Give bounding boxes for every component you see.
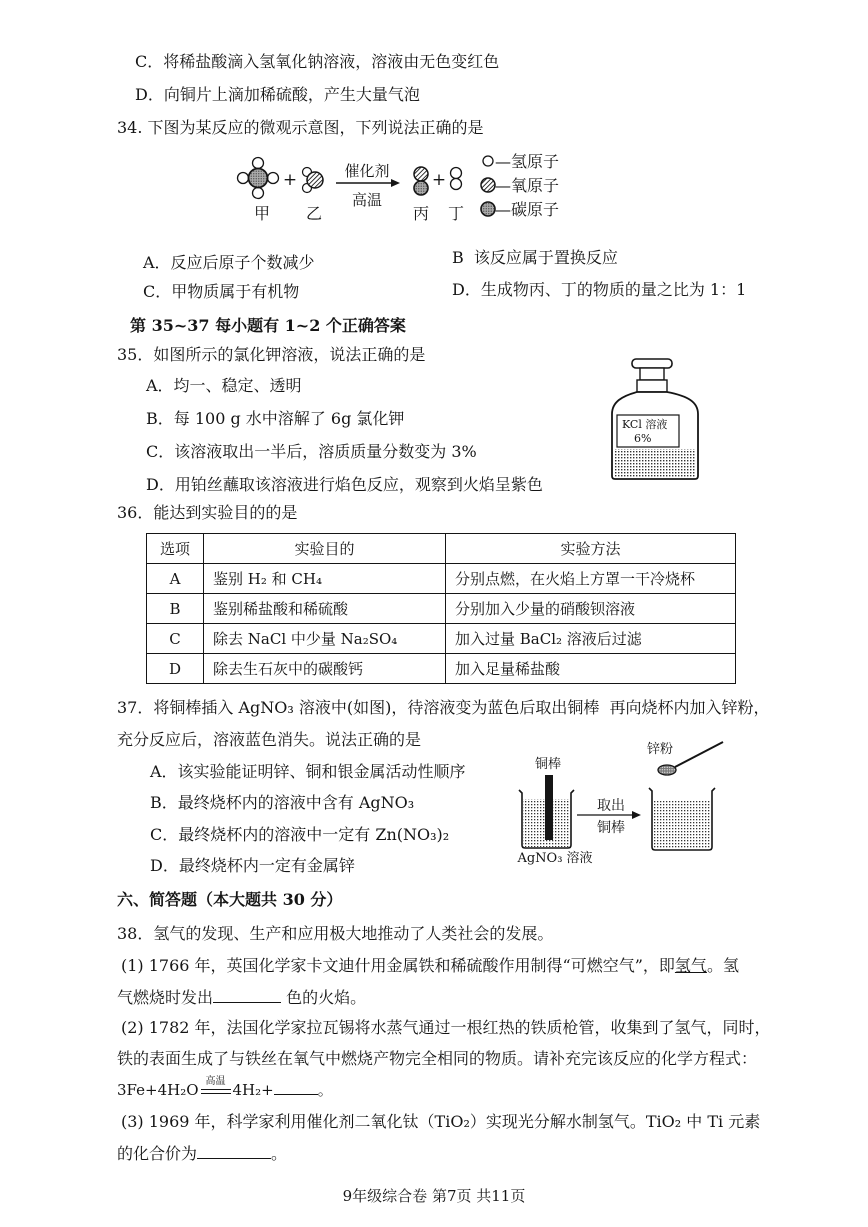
bottle-label-concentration: 6% xyxy=(634,432,652,445)
hydrogen-atom-icon xyxy=(253,188,264,199)
equation-reactants: 3Fe+4H₂O xyxy=(117,1081,199,1099)
table-cell: 鉴别 H₂ 和 CH₄ xyxy=(204,564,446,594)
label-ding: 丁 xyxy=(447,204,465,223)
hydrogen-atom-icon xyxy=(238,173,249,184)
table-cell: 加入足量稀盐酸 xyxy=(446,654,736,684)
q37-stem-line1: 37．将铜棒插入 AgNO₃ 溶液中(如图)，待溶液变为蓝色后取出铜棒 再向烧杯内加入锌粉， xyxy=(117,698,770,717)
q35-option-a: A．均一、稳定、透明 xyxy=(146,376,302,395)
q34-option-b: B 该反应属于置换反应 xyxy=(452,248,618,267)
table-cell: 除去生石灰中的碳酸钙 xyxy=(204,654,446,684)
table-cell: C xyxy=(147,624,204,654)
q37-option-d: D．最终烧杯内一定有金属锌 xyxy=(150,856,355,875)
q38-part1-text-end: 。氢 xyxy=(706,956,739,975)
header-purpose: 实验目的 xyxy=(204,534,446,564)
q33-option-c: C．将稀盐酸滴入氢氧化钠溶液，溶液由无色变红色 xyxy=(135,52,500,71)
table-cell: 分别点燃，在火焰上方罩一干冷烧杯 xyxy=(446,564,736,594)
q36-stem: 36．能达到实验目的的是 xyxy=(117,503,298,522)
q38-part1-line2-text: 气燃烧时发出 xyxy=(117,988,214,1007)
q38-part2-line2: 铁的表面生成了与铁丝在氧气中燃烧产物完全相同的物质。请补充完该反应的化学方程式： xyxy=(117,1049,758,1068)
q38-part1-line1 xyxy=(121,956,739,976)
step-label-bottom: 铜棒 xyxy=(597,820,625,836)
q35-option-d: D．用铂丝蘸取该溶液进行焰色反应，观察到火焰呈紫色 xyxy=(146,475,543,494)
q38-part3-line2-text: 的化合价为 xyxy=(117,1144,198,1163)
q38-stem: 38．氢气的发现、生产和应用极大地推动了人类社会的发展。 xyxy=(117,924,554,943)
step-label-top: 取出 xyxy=(597,798,625,814)
table-cell: 鉴别稀盐酸和稀硫酸 xyxy=(204,594,446,624)
equation-products: 4H₂+ xyxy=(232,1081,274,1099)
q37-option-b: B．最终烧杯内的溶液中含有 AgNO₃ xyxy=(150,793,415,812)
answer-blank xyxy=(197,1143,271,1159)
carbon-monoxide-molecule xyxy=(414,167,428,195)
plus-sign: + xyxy=(431,170,447,190)
reaction-micro-diagram xyxy=(230,145,600,230)
q38-equation xyxy=(117,1076,333,1103)
reagent-bottle-icon xyxy=(600,352,710,484)
q33-option-d: D．向铜片上滴加稀硫酸，产生大量气泡 xyxy=(135,85,420,104)
table-cell: 分别加入少量的硝酸钡溶液 xyxy=(446,594,736,624)
q38-part3-line2 xyxy=(117,1143,287,1164)
q38-part1-underlined: 氢气 xyxy=(674,956,707,975)
legend-carbon-label: —碳原子 xyxy=(495,200,560,219)
oxygen-atom-icon xyxy=(307,172,323,188)
section-six-title: 六、简答题（本大题共 30 分） xyxy=(117,890,343,909)
q35-option-b: B．每 100 g 水中溶解了 6g 氯化钾 xyxy=(146,409,405,428)
water-molecule xyxy=(303,168,324,193)
plus-sign: + xyxy=(282,170,298,190)
condition-catalyst: 催化剂 xyxy=(344,162,390,180)
spoon-handle xyxy=(675,742,723,767)
legend-oxygen-label: —氧原子 xyxy=(495,176,560,195)
step-arrow xyxy=(577,798,641,836)
table-row xyxy=(147,624,736,654)
table-cell: B xyxy=(147,594,204,624)
label-bing: 丙 xyxy=(412,204,430,223)
hydrogen-atom-icon xyxy=(451,168,462,179)
oxygen-atom-icon xyxy=(481,178,495,192)
equation-condition-text: 高温 xyxy=(205,1076,226,1087)
spoon-bowl xyxy=(658,765,676,775)
zinc-powder-label: 锌粉 xyxy=(646,742,674,757)
q34-option-d: D．生成物丙、丁的物质的量之比为 1：1 xyxy=(452,280,747,299)
q37-option-a: A．该实验能证明锌、铜和银金属活动性顺序 xyxy=(150,762,466,781)
q34-stem: 34. 下图为某反应的微观示意图，下列说法正确的是 xyxy=(117,118,484,137)
arrow-head-icon xyxy=(391,179,400,187)
equation-equals-sign xyxy=(201,1089,231,1094)
answer-blank xyxy=(274,1079,318,1095)
atom-legend xyxy=(481,152,559,219)
hydrogen-atom-icon xyxy=(483,156,493,166)
q37-stem-line2: 充分反应后，溶液蓝色消失。说法正确的是 xyxy=(117,730,422,749)
answer-blank xyxy=(213,987,281,1003)
beaker-liquid xyxy=(653,800,711,849)
table-cell: A xyxy=(147,564,204,594)
table-cell: D xyxy=(147,654,204,684)
table-header-row xyxy=(147,534,736,564)
bottle-liquid xyxy=(614,449,696,477)
q34-option-c: C．甲物质属于有机物 xyxy=(143,282,300,301)
table-row xyxy=(147,564,736,594)
equation-end: 。 xyxy=(317,1081,333,1099)
header-method: 实验方法 xyxy=(446,534,736,564)
experiment-table xyxy=(146,533,736,684)
oxygen-atom-icon xyxy=(414,167,428,181)
q37-option-c: C．最终烧杯内的溶液中一定有 Zn(NO₃)₂ xyxy=(150,825,450,844)
beaker-experiment-diagram xyxy=(510,735,735,870)
condition-high-temperature: 高温 xyxy=(351,191,383,209)
q34-option-a: A．反应后原子个数减少 xyxy=(143,253,315,272)
table-row xyxy=(147,594,736,624)
q38-part1-text: (1) 1766 年，英国化学家卡文迪什用金属铁和稀硫酸作用制得“可燃空气”，即 xyxy=(121,956,675,975)
copper-rod-label: 铜棒 xyxy=(534,757,562,772)
copper-rod xyxy=(545,775,553,840)
q38-part1-line2-end: 色的火焰。 xyxy=(281,988,367,1007)
equation-condition xyxy=(201,1076,231,1101)
q35-stem: 35．如图所示的氯化钾溶液，说法正确的是 xyxy=(117,345,426,364)
bottle-neck xyxy=(637,380,667,392)
header-option: 选项 xyxy=(147,534,204,564)
label-jia: 甲 xyxy=(253,204,271,223)
bottle-label-name: KCl 溶液 xyxy=(622,418,668,431)
table-cell: 加入过量 BaCl₂ 溶液后过滤 xyxy=(446,624,736,654)
q38-part2-line1: (2) 1782 年，法国化学家拉瓦锡将水蒸气通过一根红热的铁质枪管，收集到了氢气，同时， xyxy=(121,1018,771,1037)
bottle-stopper xyxy=(640,368,664,380)
carbon-atom-icon xyxy=(481,202,495,216)
legend-hydrogen-label: —氢原子 xyxy=(495,152,560,171)
bottle-stopper-top xyxy=(632,359,672,368)
multi-answer-note: 第 35~37 每小题有 1~2 个正确答案 xyxy=(130,316,406,335)
silver-nitrate-solution-label: AgNO₃ 溶液 xyxy=(517,851,593,866)
q38-part3-line2-end: 。 xyxy=(271,1144,288,1163)
hydrogen-atom-icon xyxy=(268,173,279,184)
methane-molecule xyxy=(238,158,279,199)
carbon-atom-icon xyxy=(249,169,268,188)
label-yi: 乙 xyxy=(305,204,323,223)
hydrogen-atom-icon xyxy=(451,179,462,190)
hydrogen-atom-icon xyxy=(253,158,264,169)
q38-part3-line1: (3) 1969 年，科学家利用催化剂二氧化钛（TiO₂）实现光分解水制氢气。TiO₂ 中 Ti 元素 xyxy=(121,1112,761,1131)
beaker-with-copper-rod xyxy=(519,775,574,848)
reaction-arrow xyxy=(336,162,400,209)
table-row xyxy=(147,654,736,684)
q38-part1-line2 xyxy=(117,987,366,1008)
beaker-after xyxy=(649,788,715,850)
carbon-atom-icon xyxy=(414,181,428,195)
hydrogen-molecule xyxy=(451,168,462,190)
page-footer: 9年级综合卷 第7页 共11页 xyxy=(342,1187,526,1205)
q35-option-c: C．该溶液取出一半后，溶质质量分数变为 3% xyxy=(146,442,477,461)
arrow-head-icon xyxy=(632,811,641,819)
table-cell: 除去 NaCl 中少量 Na₂SO₄ xyxy=(204,624,446,654)
